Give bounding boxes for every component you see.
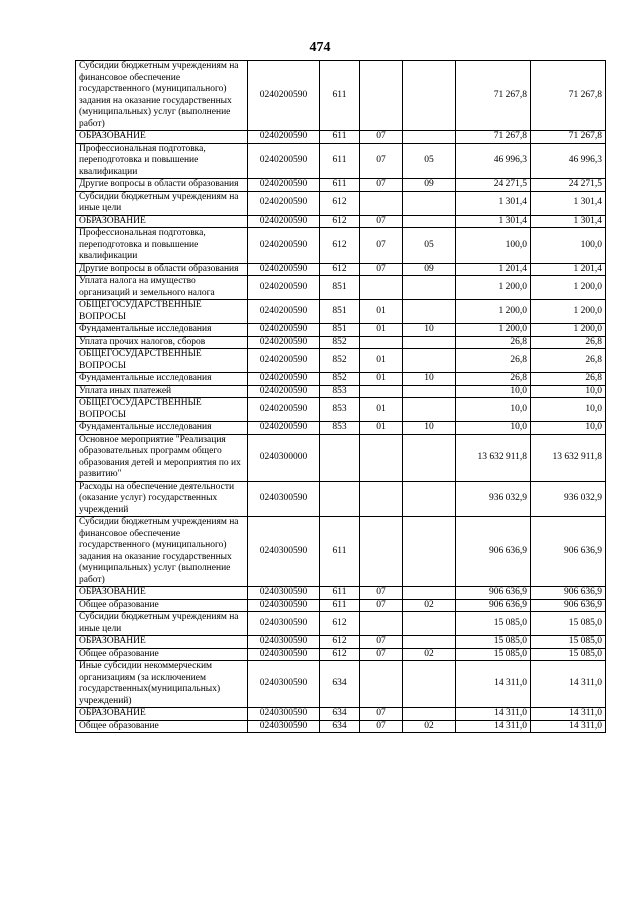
amount-cell-2: 26,8 [531,373,606,386]
expense-type-cell [320,434,360,481]
amount-cell-2: 936 032,9 [531,481,606,517]
subsection-code-cell: 05 [403,228,456,264]
table-row [76,517,606,587]
table-row [76,276,606,300]
amount-cell-1: 906 636,9 [456,587,531,600]
subsection-code-cell: 10 [403,422,456,435]
target-article-code-cell: 0240300590 [248,720,320,733]
row-name-cell: ОБРАЗОВАНИЕ [76,215,248,228]
section-code-cell [360,661,403,708]
amount-cell-2: 71 267,8 [531,131,606,144]
table-row [76,398,606,422]
amount-cell-2: 906 636,9 [531,599,606,612]
row-name-cell: Фундаментальные исследования [76,373,248,386]
row-name-cell: Расходы на обеспечение деятельности (оказание услуг) государственных учреждений [76,481,248,517]
amount-cell-1: 71 267,8 [456,131,531,144]
expense-type-cell: 612 [320,648,360,661]
amount-cell-1: 1 200,0 [456,300,531,324]
row-name-cell: ОБЩЕГОСУДАРСТВЕННЫЕ ВОПРОСЫ [76,300,248,324]
row-name-cell: Фундаментальные исследования [76,324,248,337]
table-row [76,324,606,337]
section-code-cell: 01 [360,349,403,373]
amount-cell-1: 14 311,0 [456,661,531,708]
section-code-cell [360,191,403,215]
table-row [76,300,606,324]
target-article-code-cell: 0240200590 [248,191,320,215]
expense-type-cell: 853 [320,398,360,422]
amount-cell-2: 1 201,4 [531,263,606,276]
amount-cell-1: 13 632 911,8 [456,434,531,481]
expense-type-cell: 634 [320,708,360,721]
amount-cell-1: 936 032,9 [456,481,531,517]
section-code-cell: 07 [360,720,403,733]
row-name-cell: Иные субсидии некоммерческим организациям (за исключением государственных(муниципальных) учреждений) [76,661,248,708]
amount-cell-2: 10,0 [531,422,606,435]
amount-cell-2: 13 632 911,8 [531,434,606,481]
subsection-code-cell [403,385,456,398]
subsection-code-cell [403,517,456,587]
amount-cell-1: 1 301,4 [456,215,531,228]
target-article-code-cell: 0240200590 [248,61,320,131]
expense-type-cell: 611 [320,587,360,600]
amount-cell-1: 15 085,0 [456,636,531,649]
section-code-cell [360,385,403,398]
subsection-code-cell: 02 [403,720,456,733]
subsection-code-cell [403,612,456,636]
target-article-code-cell: 0240300000 [248,434,320,481]
amount-cell-2: 1 200,0 [531,300,606,324]
table-row [76,612,606,636]
target-article-code-cell: 0240200590 [248,228,320,264]
amount-cell-1: 46 996,3 [456,143,531,179]
section-code-cell [360,336,403,349]
section-code-cell [360,61,403,131]
table-row [76,61,606,131]
section-code-cell: 07 [360,228,403,264]
expense-type-cell: 611 [320,179,360,192]
expense-type-cell: 612 [320,636,360,649]
amount-cell-2: 46 996,3 [531,143,606,179]
amount-cell-2: 906 636,9 [531,587,606,600]
amount-cell-2: 15 085,0 [531,636,606,649]
amount-cell-2: 71 267,8 [531,61,606,131]
subsection-code-cell: 02 [403,648,456,661]
expense-type-cell: 634 [320,720,360,733]
target-article-code-cell: 0240300590 [248,481,320,517]
target-article-code-cell: 0240200590 [248,263,320,276]
row-name-cell: Общее образование [76,720,248,733]
amount-cell-2: 26,8 [531,336,606,349]
section-code-cell: 07 [360,636,403,649]
section-code-cell: 01 [360,422,403,435]
expense-type-cell: 611 [320,517,360,587]
expense-type-cell: 612 [320,612,360,636]
expense-type-cell: 634 [320,661,360,708]
table-row [76,336,606,349]
amount-cell-2: 1 301,4 [531,215,606,228]
amount-cell-1: 10,0 [456,398,531,422]
row-name-cell: ОБРАЗОВАНИЕ [76,131,248,144]
table-row [76,434,606,481]
subsection-code-cell [403,131,456,144]
expense-type-cell: 853 [320,385,360,398]
row-name-cell: ОБРАЗОВАНИЕ [76,708,248,721]
amount-cell-1: 71 267,8 [456,61,531,131]
row-name-cell: Общее образование [76,599,248,612]
section-code-cell: 01 [360,398,403,422]
subsection-code-cell [403,336,456,349]
subsection-code-cell: 10 [403,373,456,386]
row-name-cell: Субсидии бюджетным учреждениям на финансовое обеспечение государственного (муниципального) задания на оказание государственных (муниципальных) услуг (выполнение работ) [76,517,248,587]
target-article-code-cell: 0240300590 [248,517,320,587]
section-code-cell: 07 [360,179,403,192]
subsection-code-cell [403,61,456,131]
section-code-cell: 01 [360,324,403,337]
expense-type-cell: 851 [320,276,360,300]
amount-cell-2: 14 311,0 [531,661,606,708]
subsection-code-cell [403,215,456,228]
subsection-code-cell [403,300,456,324]
expense-type-cell [320,481,360,517]
amount-cell-2: 100,0 [531,228,606,264]
amount-cell-2: 24 271,5 [531,179,606,192]
amount-cell-2: 15 085,0 [531,612,606,636]
amount-cell-2: 1 200,0 [531,324,606,337]
table-row [76,661,606,708]
table-row [76,191,606,215]
table-row [76,708,606,721]
target-article-code-cell: 0240200590 [248,422,320,435]
amount-cell-1: 15 085,0 [456,612,531,636]
amount-cell-1: 14 311,0 [456,708,531,721]
table-row [76,373,606,386]
subsection-code-cell: 09 [403,179,456,192]
row-name-cell: Фундаментальные исследования [76,422,248,435]
table-row [76,131,606,144]
row-name-cell: Основное мероприятие "Реализация образовательных программ общего образования детей и мероприятия по их развитию" [76,434,248,481]
target-article-code-cell: 0240300590 [248,708,320,721]
expense-type-cell: 852 [320,373,360,386]
table-row [76,481,606,517]
expense-type-cell: 611 [320,61,360,131]
amount-cell-2: 906 636,9 [531,517,606,587]
section-code-cell: 01 [360,373,403,386]
section-code-cell: 07 [360,263,403,276]
row-name-cell: Субсидии бюджетным учреждениям на иные цели [76,612,248,636]
amount-cell-2: 10,0 [531,398,606,422]
table-row [76,720,606,733]
amount-cell-2: 26,8 [531,349,606,373]
section-code-cell: 07 [360,648,403,661]
amount-cell-1: 26,8 [456,373,531,386]
section-code-cell [360,481,403,517]
section-code-cell: 01 [360,300,403,324]
section-code-cell: 07 [360,708,403,721]
target-article-code-cell: 0240200590 [248,349,320,373]
amount-cell-1: 1 200,0 [456,276,531,300]
subsection-code-cell: 05 [403,143,456,179]
subsection-code-cell: 09 [403,263,456,276]
amount-cell-2: 1 301,4 [531,191,606,215]
section-code-cell: 07 [360,143,403,179]
expense-type-cell: 612 [320,263,360,276]
expense-type-cell: 612 [320,191,360,215]
table-row [76,648,606,661]
row-name-cell: Профессиональная подготовка, переподготовка и повышение квалификации [76,228,248,264]
section-code-cell [360,517,403,587]
target-article-code-cell: 0240200590 [248,336,320,349]
row-name-cell: Уплата налога на имущество организаций и земельного налога [76,276,248,300]
table-row [76,636,606,649]
subsection-code-cell [403,276,456,300]
amount-cell-2: 1 200,0 [531,276,606,300]
target-article-code-cell: 0240200590 [248,131,320,144]
target-article-code-cell: 0240300590 [248,636,320,649]
section-code-cell: 07 [360,587,403,600]
expense-type-cell: 852 [320,336,360,349]
row-name-cell: ОБЩЕГОСУДАРСТВЕННЫЕ ВОПРОСЫ [76,349,248,373]
row-name-cell: ОБЩЕГОСУДАРСТВЕННЫЕ ВОПРОСЫ [76,398,248,422]
table-row [76,385,606,398]
subsection-code-cell [403,587,456,600]
amount-cell-1: 26,8 [456,336,531,349]
expense-type-cell: 851 [320,324,360,337]
table-row [76,215,606,228]
subsection-code-cell: 02 [403,599,456,612]
subsection-code-cell [403,398,456,422]
target-article-code-cell: 0240200590 [248,143,320,179]
subsection-code-cell [403,708,456,721]
amount-cell-1: 26,8 [456,349,531,373]
row-name-cell: Общее образование [76,648,248,661]
section-code-cell [360,612,403,636]
amount-cell-1: 1 200,0 [456,324,531,337]
target-article-code-cell: 0240200590 [248,398,320,422]
target-article-code-cell: 0240300590 [248,599,320,612]
section-code-cell: 07 [360,599,403,612]
row-name-cell: Уплата прочих налогов, сборов [76,336,248,349]
subsection-code-cell [403,191,456,215]
target-article-code-cell: 0240200590 [248,324,320,337]
target-article-code-cell: 0240300590 [248,587,320,600]
amount-cell-1: 1 201,4 [456,263,531,276]
row-name-cell: Уплата иных платежей [76,385,248,398]
amount-cell-1: 906 636,9 [456,517,531,587]
amount-cell-1: 10,0 [456,422,531,435]
target-article-code-cell: 0240300590 [248,612,320,636]
row-name-cell: Другие вопросы в области образования [76,263,248,276]
expense-type-cell: 851 [320,300,360,324]
target-article-code-cell: 0240300590 [248,648,320,661]
section-code-cell [360,276,403,300]
expense-type-cell: 611 [320,599,360,612]
table-row [76,263,606,276]
amount-cell-1: 1 301,4 [456,191,531,215]
row-name-cell: Субсидии бюджетным учреждениям на финансовое обеспечение государственного (муниципального) задания на оказание государственных (муниципальных) услуг (выполнение работ) [76,61,248,131]
amount-cell-1: 15 085,0 [456,648,531,661]
expense-type-cell: 612 [320,228,360,264]
subsection-code-cell [403,349,456,373]
section-code-cell [360,434,403,481]
expense-type-cell: 853 [320,422,360,435]
amount-cell-1: 100,0 [456,228,531,264]
amount-cell-1: 24 271,5 [456,179,531,192]
amount-cell-2: 15 085,0 [531,648,606,661]
table-row [76,349,606,373]
target-article-code-cell: 0240200590 [248,215,320,228]
table-row [76,422,606,435]
expense-type-cell: 852 [320,349,360,373]
table-row [76,143,606,179]
table-row [76,599,606,612]
amount-cell-2: 14 311,0 [531,720,606,733]
row-name-cell: Субсидии бюджетным учреждениям на иные цели [76,191,248,215]
subsection-code-cell [403,661,456,708]
target-article-code-cell: 0240200590 [248,300,320,324]
expense-type-cell: 611 [320,131,360,144]
target-article-code-cell: 0240200590 [248,179,320,192]
table-row [76,587,606,600]
expense-type-cell: 612 [320,215,360,228]
subsection-code-cell [403,434,456,481]
page-number: 474 [309,40,331,55]
amount-cell-2: 10,0 [531,385,606,398]
section-code-cell: 07 [360,131,403,144]
target-article-code-cell: 0240200590 [248,373,320,386]
section-code-cell: 07 [360,215,403,228]
target-article-code-cell: 0240200590 [248,276,320,300]
row-name-cell: ОБРАЗОВАНИЕ [76,636,248,649]
subsection-code-cell: 10 [403,324,456,337]
table-row [76,228,606,264]
amount-cell-1: 906 636,9 [456,599,531,612]
row-name-cell: Другие вопросы в области образования [76,179,248,192]
amount-cell-2: 14 311,0 [531,708,606,721]
subsection-code-cell [403,636,456,649]
target-article-code-cell: 0240300590 [248,661,320,708]
row-name-cell: ОБРАЗОВАНИЕ [76,587,248,600]
amount-cell-1: 14 311,0 [456,720,531,733]
row-name-cell: Профессиональная подготовка, переподготовка и повышение квалификации [76,143,248,179]
expense-type-cell: 611 [320,143,360,179]
budget-table [75,60,606,733]
amount-cell-1: 10,0 [456,385,531,398]
subsection-code-cell [403,481,456,517]
table-row [76,179,606,192]
target-article-code-cell: 0240200590 [248,385,320,398]
